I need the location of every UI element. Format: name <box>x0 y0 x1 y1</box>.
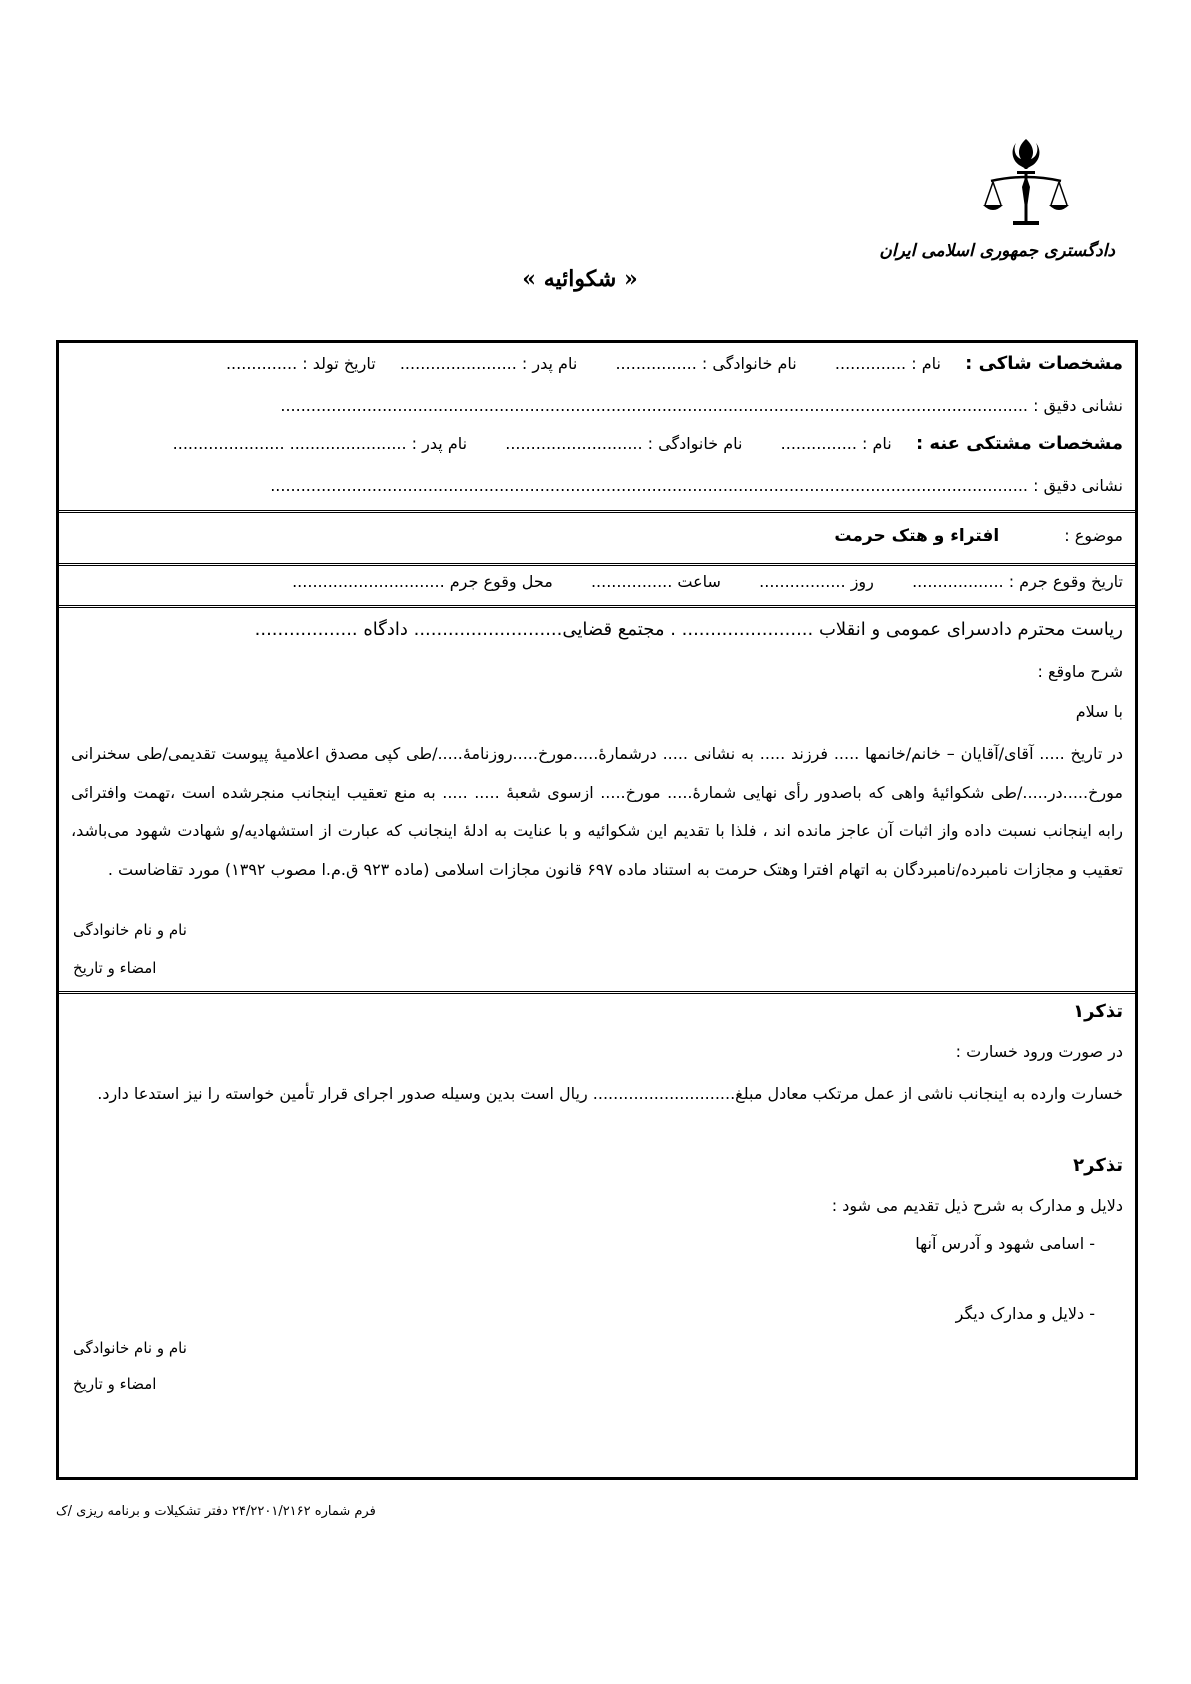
subject-value: افتراء و هتک حرمت <box>834 526 1000 546</box>
note2-item-other-evidence: - دلایل و مدارک دیگر <box>955 1304 1095 1323</box>
defendant-name-field[interactable]: نام : ............... <box>780 434 892 453</box>
defendant-address-row <box>71 473 1123 499</box>
form-number-footer: فرم شماره ۲۴/۲۲۰۱/۲۱۶۲ دفتر تشکیلات و برنامه ریزی /ک <box>56 1504 376 1519</box>
defendant-family-field[interactable]: نام خانوادگی : ........................... <box>505 434 743 453</box>
complainant-address-row <box>71 393 1123 419</box>
crime-day-field[interactable]: روز ................. <box>759 572 874 591</box>
signature-name-label: نام و نام خانوادگی <box>73 1339 187 1357</box>
complainant-address-field[interactable]: ...................................................................................................................................... <box>280 396 962 415</box>
judiciary-emblem <box>879 135 1115 285</box>
complaint-text: در تاریخ ..... آقای/آقایان – خانم/خانمها ..... فرزند ..... به نشانی ..... درشمارۀ.....مورخ.....روزنامۀ...../طی کپی مصدق اعلامیۀ پیوست تقدیمی/طی سخنرانی مورخ.....در...../طی شکوائیۀ واهی که باصدور رأی نهایی شمارۀ..... مورخ..... ازسوی شعبۀ ..... ..... به منع تعقیب اینجانب منجرشده است ،تهمت وافترائی رابه اینجانب نسبت داده واز اثبات آن عاجز مانده اند ، فلذا با تقدیم این شکوائیه و با عنایت به ادلۀ اینجانب که عبارت از استشهادیه/و شهادت شهود می‌باشد، تعقیب و مجازات نامبرده/نامبردگان به اتهام افترا وهتک حرمت به استناد ماده ۶۹۷ قانون مجازات اسلامی (ماده ۹۲۳ ق.م.ا مصوب ۱۳۹۲) مورد تقاضاست . <box>71 744 1123 879</box>
defendant-address-field[interactable]: ........................................................................................................................................ <box>270 476 962 495</box>
crime-place-field[interactable]: محل وقوع جرم .............................. <box>292 572 553 591</box>
signature-date-label: امضاء و تاریخ <box>73 1375 157 1393</box>
complainant-birthdate-field[interactable]: تاریخ تولد : .............. <box>225 354 376 373</box>
note2-heading: تذکر۲ <box>1073 1155 1123 1176</box>
defendant-row <box>71 431 1123 457</box>
facts-label: شرح ماوقع : <box>1037 662 1123 681</box>
crime-date-field[interactable]: تاریخ وقوع جرم : .................. <box>912 572 1123 591</box>
complaint-form <box>56 340 1138 1480</box>
addressee-line: ریاست محترم دادسرای عمومی و انقلاب ....................... . مجتمع قضایی.......................... دادگاه .................. <box>254 619 1123 640</box>
note2-intro: دلایل و مدارک به شرح ذیل تقدیم می شود : <box>831 1196 1123 1215</box>
complainant-address-label: نشانی دقیق : ............. <box>961 396 1123 415</box>
note1-intro: در صورت ورود خسارت : <box>955 1042 1123 1061</box>
complainant-father-field[interactable]: نام پدر : ....................... <box>399 354 578 373</box>
signature-date-label: امضاء و تاریخ <box>73 959 157 977</box>
defendant-address-label: نشانی دقیق : ............. <box>961 476 1123 495</box>
section-divider <box>59 563 1135 566</box>
section-divider <box>59 991 1135 994</box>
complainant-row <box>71 351 1123 377</box>
subject-row <box>71 523 1123 549</box>
crime-details-row <box>71 569 1123 595</box>
complainant-family-field[interactable]: نام خانوادگی : ................ <box>615 354 797 373</box>
greeting: با سلام <box>1075 702 1123 721</box>
emblem-caption: دادگستری جمهوری اسلامی ایران <box>879 241 1115 261</box>
complainant-heading: مشخصات شاکی : <box>965 353 1123 374</box>
note2-item-witnesses: - اسامی شهود و آدرس آنها <box>915 1234 1095 1253</box>
scales-of-justice-icon <box>981 135 1071 235</box>
defendant-father-field[interactable]: نام پدر : ....................... ...................... <box>172 434 468 453</box>
defendant-heading: مشخصات مشتکی عنه : <box>915 433 1123 454</box>
signature-name-label: نام و نام خانوادگی <box>73 921 187 939</box>
crime-time-field[interactable]: ساعت ................ <box>590 572 721 591</box>
section-divider <box>59 510 1135 513</box>
note1-heading: تذکر۱ <box>1073 1001 1123 1022</box>
note1-text: خسارت وارده به اینجانب ناشی از عمل مرتکب معادل مبلغ............................ ریال است بدین وسیله صدور اجرای قرار تأمین خواسته را نیز استدعا دارد. <box>97 1084 1123 1103</box>
document-title: « شکوائیه » <box>522 266 638 292</box>
section-divider <box>59 605 1135 608</box>
complainant-name-field[interactable]: نام : .............. <box>834 354 941 373</box>
subject-label: موضوع : <box>1064 526 1123 545</box>
